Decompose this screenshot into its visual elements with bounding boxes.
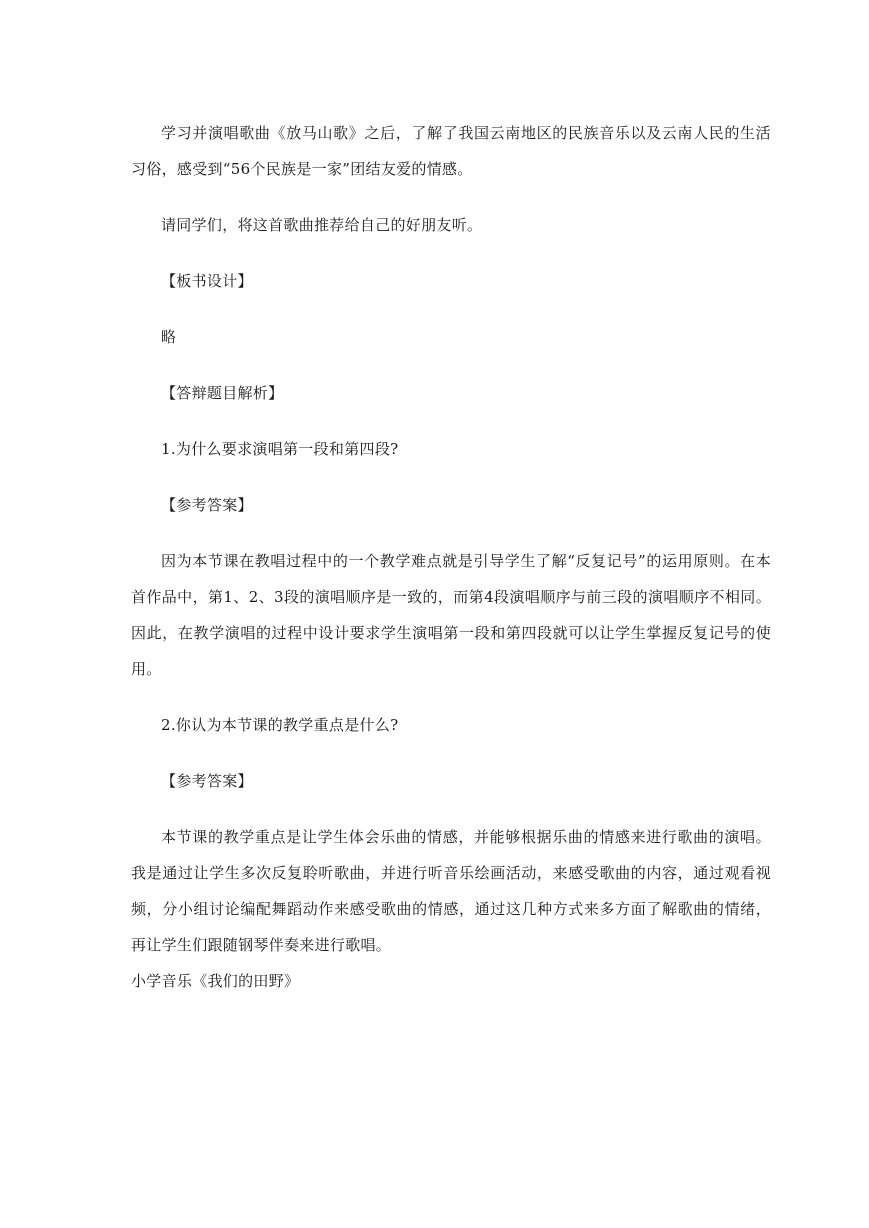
recommendation-paragraph: 请同学们，将这首歌曲推荐给自己的好朋友听。 [161,216,483,234]
question-2: 2.你认为本节课的教学重点是什么? [161,716,399,734]
board-design-content: 略 [161,328,177,346]
reference-answer-heading-2: 【参考答案】 [161,772,253,790]
question-1: 1.为什么要求演唱第一段和第四段? [161,440,399,458]
document-body [131,115,771,999]
answer-1-paragraph: 因为本节课在教唱过程中的一个教学难点就是引导学生了解“反复记号”的运用原则。在本首作品中，第1、2、3段的演唱顺序是一致的，而第4段演唱顺序与前三段的演唱顺序不相同。因此，在教学演唱的过程中设计要求学生演唱第一段和第四段就可以让学生掌握反复记号的使用。 [131,552,771,678]
reference-answer-heading-1: 【参考答案】 [161,496,253,514]
next-lesson-title: 小学音乐《我们的田野》 [131,972,300,990]
defense-analysis-heading: 【答辩题目解析】 [161,384,284,402]
answer-2-paragraph: 本节课的教学重点是让学生体会乐曲的情感，并能够根据乐曲的情感来进行歌曲的演唱。我是通过让学生多次反复聆听歌曲，并进行听音乐绘画活动，来感受歌曲的内容，通过观看视频，分小组讨论编配舞蹈动作来感受歌曲的情感，通过这几种方式来多方面了解歌曲的情绪，再让学生们跟随钢琴伴奏来进行歌唱。 [131,828,771,954]
summary-paragraph: 学习并演唱歌曲《放马山歌》之后，了解了我国云南地区的民族音乐以及云南人民的生活习俗，感受到“56个民族是一家”团结友爱的情感。 [131,124,771,178]
board-design-heading: 【板书设计】 [161,272,253,290]
